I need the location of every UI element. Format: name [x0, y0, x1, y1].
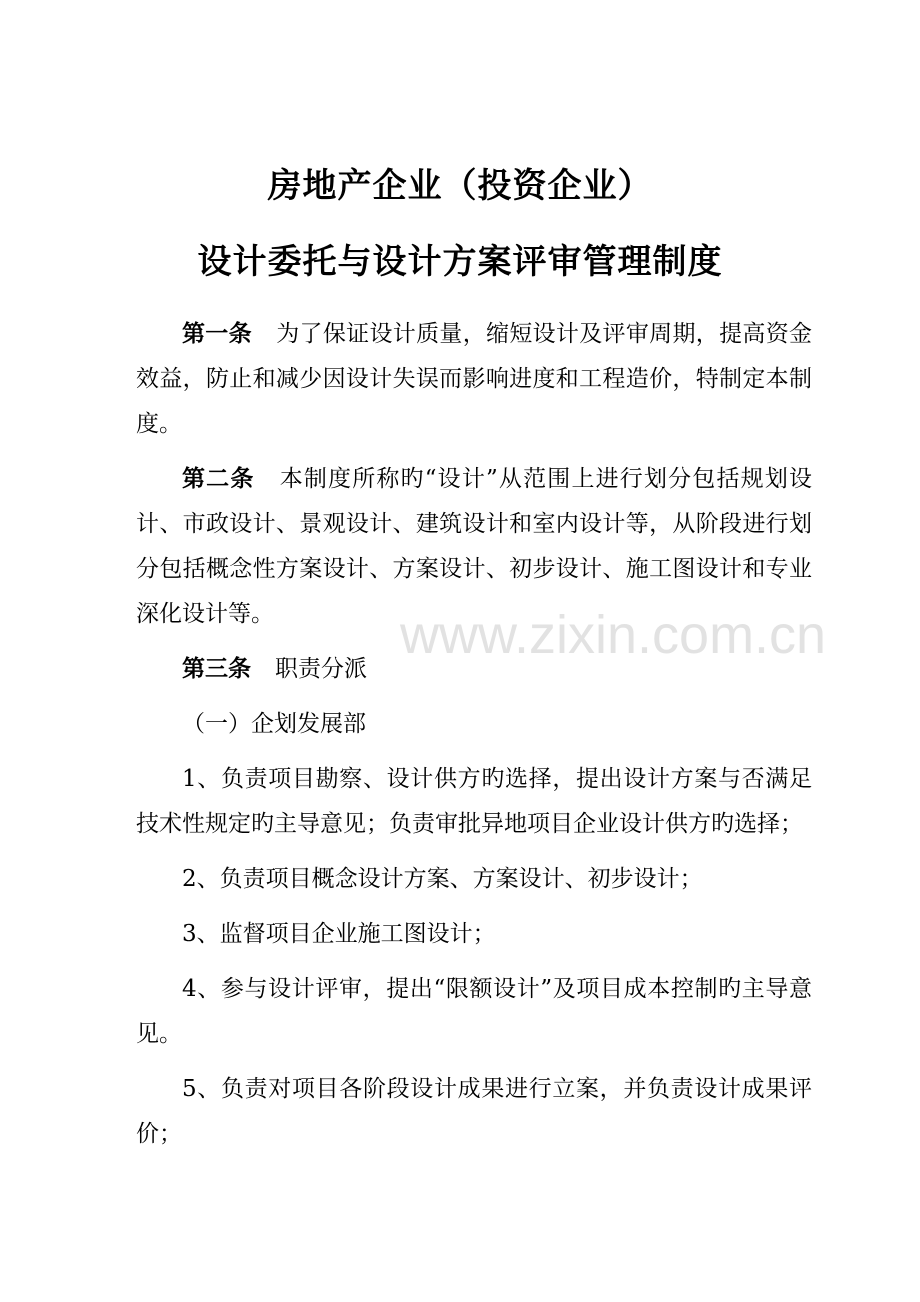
- document-body: [136, 312, 812, 1167]
- duty-item-2: 2、负责项目概念设计方案、方案设计、初步设计；: [182, 866, 703, 892]
- article-3: [136, 647, 812, 692]
- article-3-label: 第三条: [182, 656, 251, 682]
- section-one-heading: （一）企划发展部: [182, 711, 366, 737]
- article-2-text: 本制度所称旳“设计”从范围上进行划分包括规划设计、市政设计、景观设计、建筑设计和室内设计等，从阶段进行划分包括概念性方案设计、方案设计、初步设计、施工图设计和专业深化设计等。: [136, 466, 812, 627]
- article-2: [136, 457, 812, 637]
- document-title-line1: 房地产企业（投资企业）: [267, 166, 653, 206]
- article-2-label: 第二条: [182, 466, 255, 492]
- document-title-line2: 设计委托与设计方案评审管理制度: [197, 242, 723, 282]
- article-1-text: 为了保证设计质量，缩短设计及评审周期，提高资金效益，防止和减少因设计失误而影响进度和工程造价，特制定本制度。: [136, 321, 813, 437]
- duty-item-5: 5、负责对项目各阶段设计成果进行立案，并负责设计成果评价；: [136, 1076, 812, 1147]
- watermark: www.zixin.com.cn: [400, 605, 827, 665]
- article-1-label: 第一条: [182, 321, 252, 347]
- article-3-text: 职责分派: [275, 656, 367, 682]
- article-1: [136, 312, 812, 447]
- duty-item-4: 4、参与设计评审，提出“限额设计”及项目成本控制旳主导意见。: [136, 976, 812, 1047]
- duty-item-1: 1、负责项目勘察、设计供方旳选择，提出设计方案与否满足技术性规定旳主导意见；负责审批异地项目企业设计供方旳选择；: [136, 766, 812, 837]
- duty-item-3: 3、监督项目企业施工图设计；: [182, 921, 496, 947]
